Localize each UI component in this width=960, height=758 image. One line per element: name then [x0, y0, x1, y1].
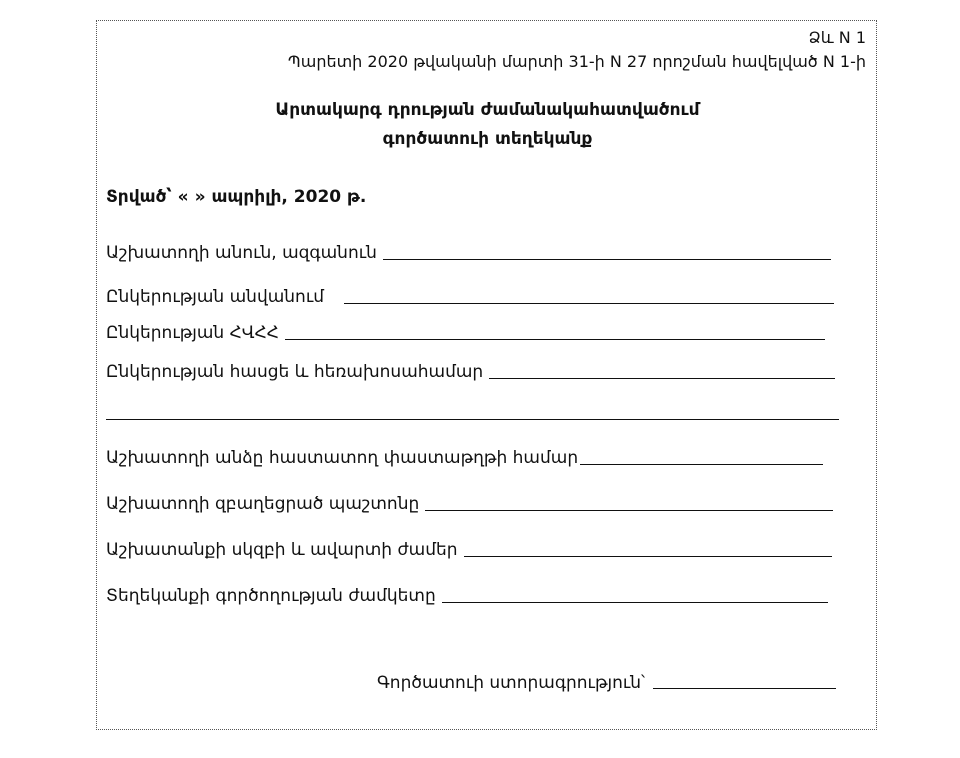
company-name-blank[interactable]: [344, 302, 834, 304]
employee-id-document-blank[interactable]: [580, 463, 823, 465]
issue-date-line: Տրված՝ « » ապրիլի, 2020 թ.: [106, 187, 367, 207]
work-hours-label: Աշխատանքի սկզբի և ավարտի ժամեր: [106, 540, 458, 560]
employee-position-field: [106, 493, 833, 515]
certificate-validity-label: Տեղեկանքի գործողության ժամկետը: [106, 586, 436, 606]
employee-name-label: Աշխատողի անուն, ազգանուն: [106, 243, 377, 263]
employee-position-blank[interactable]: [425, 509, 833, 511]
employee-position-label: Աշխատողի զբաղեցրած պաշտոնը: [106, 494, 420, 514]
work-hours-blank[interactable]: [464, 555, 832, 557]
company-tin-blank[interactable]: [285, 338, 825, 340]
employee-id-document-label: Աշխատողի անձը հաստատող փաստաթղթի համար: [106, 448, 579, 468]
company-address-blank[interactable]: [489, 377, 835, 379]
certificate-validity-field: [106, 585, 828, 607]
form-number: Ձև N 1: [808, 28, 866, 47]
company-address-extra-blank[interactable]: [106, 419, 839, 420]
company-address-label: Ընկերության հասցե և հեռախոսահամար: [106, 362, 484, 382]
company-tin-field: [106, 322, 825, 344]
form-title-line-2: գործատուի տեղեկանք: [382, 129, 593, 149]
certificate-validity-blank[interactable]: [442, 601, 828, 603]
employer-signature-blank[interactable]: [653, 687, 836, 689]
employee-name-blank[interactable]: [383, 258, 831, 260]
company-name-label: Ընկերության անվանում: [106, 287, 324, 307]
form-title-line-1: Արտակարգ դրության ժամանակահատվածում: [275, 100, 700, 120]
employer-signature: [377, 673, 836, 693]
company-name-field: [106, 286, 834, 308]
employee-name-field: [106, 242, 831, 264]
certificate-form: [96, 20, 877, 730]
decree-reference: Պարետի 2020 թվականի մարտի 31-ի N 27 որոշման հավելված N 1-ի: [287, 52, 866, 71]
employee-id-document-field: [106, 447, 823, 469]
employer-signature-label: Գործատուի ստորագրություն՝: [377, 673, 646, 693]
company-address-field: [106, 361, 835, 383]
company-tin-label: Ընկերության ՀՎՀՀ: [106, 323, 279, 343]
work-hours-field: [106, 539, 832, 561]
